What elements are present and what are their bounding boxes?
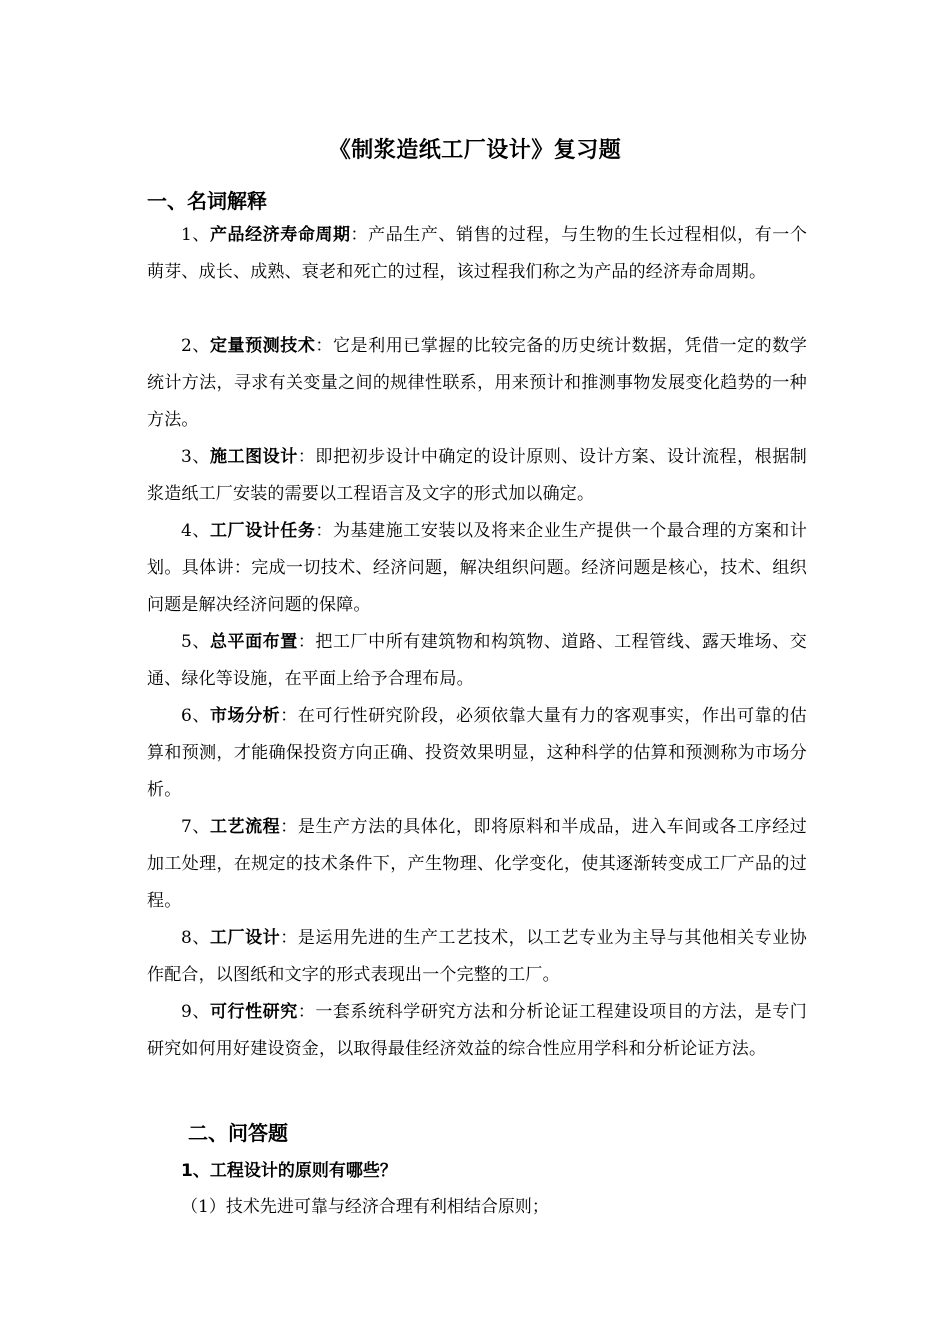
term-separator: ： [297, 632, 316, 652]
term-definition: 在可行性研究阶段，必须依靠大量有力的客观事实，作出可靠的估算和预测，才能确保投资方向正确、投资效果明显，这种科学的估算和预测称为市场分析。 [147, 706, 807, 800]
term-paragraph [147, 328, 807, 439]
term-number: 6、 [181, 706, 210, 726]
term-definition: 一套系统科学研究方法和分析论证工程建设项目的方法，是专门研究如何用好建设资金，以取得最佳经济效益的综合性应用学科和分析论证方法。 [147, 1002, 808, 1059]
term-paragraph [147, 698, 807, 809]
term-name: 施工图设计 [209, 447, 298, 467]
term-name: 可行性研究 [209, 1002, 298, 1022]
term-paragraph [147, 920, 807, 994]
term-definition: 是运用先进的生产工艺技术，以工艺专业为主导与其他相关专业协作配合，以图纸和文字的形式表现出一个完整的工厂。 [147, 928, 807, 985]
term-definition: 是生产方法的具体化，即将原料和半成品，进入车间或各工序经过加工处理，在规定的技术条件下，产生物理、化学变化，使其逐渐转变成工厂产品的过程。 [147, 817, 807, 911]
question-text: 1、工程设计的原则有哪些？ [181, 1161, 397, 1181]
term-name: 总平面布置 [209, 632, 298, 652]
term-definition: 产品生产、销售的过程，与生物的生长过程相似，有一个萌芽、成长、成熟、衰老和死亡的过程，该过程我们称之为产品的经济寿命周期。 [147, 225, 808, 282]
term-number: 9、 [181, 1002, 210, 1022]
term-paragraph [147, 513, 807, 624]
term-paragraph [147, 809, 807, 920]
term-paragraph [147, 439, 807, 513]
section-heading-qa: 二、问答题 [188, 1121, 288, 1145]
term-separator: ： [280, 928, 298, 948]
term-paragraph [147, 624, 807, 698]
term-definition: 它是利用已掌握的比较完备的历史统计数据，凭借一定的数学统计方法，寻求有关变量之间的规律性联系，用来预计和推测事物发展变化趋势的一种方法。 [147, 336, 808, 430]
term-name: 工艺流程 [209, 817, 281, 837]
term-paragraph [147, 994, 807, 1068]
term-separator: ： [315, 521, 333, 541]
term-separator: ： [280, 817, 298, 837]
term-separator: ： [297, 447, 316, 467]
term-definition: 为基建施工安装以及将来企业生产提供一个最合理的方案和计划。具体讲：完成一切技术、经济问题，解决组织问题。经济问题是核心，技术、组织问题是解决经济问题的保障。 [147, 521, 808, 615]
document-title: 《制浆造纸工厂设计》复习题 [328, 138, 622, 163]
term-number: 8、 [181, 928, 210, 948]
term-definition: 把工厂中所有建筑物和构筑物、道路、工程管线、露天堆场、交通、绿化等设施，在平面上给予合理布局。 [147, 632, 808, 689]
term-name: 市场分析 [209, 706, 281, 726]
term-number: 2、 [181, 336, 210, 356]
term-paragraph [147, 217, 807, 291]
term-name: 工厂设计 [209, 928, 281, 948]
term-definition: 即把初步设计中确定的设计原则、设计方案、设计流程，根据制浆造纸工厂安装的需要以工程语言及文字的形式加以确定。 [147, 447, 808, 504]
term-name: 定量预测技术 [209, 336, 316, 356]
term-number: 7、 [181, 817, 210, 837]
section-heading-glossary: 一、名词解释 [147, 189, 267, 213]
term-name: 产品经济寿命周期 [209, 225, 351, 245]
answer-text: （1）技术先进可靠与经济合理有利相结合原则； [181, 1197, 549, 1217]
term-name: 工厂设计任务 [209, 521, 316, 541]
term-separator: ： [350, 225, 369, 245]
term-number: 4、 [181, 521, 210, 541]
term-separator: ： [280, 706, 298, 726]
term-number: 5、 [181, 632, 210, 652]
term-number: 3、 [181, 447, 210, 467]
term-separator: ： [315, 336, 333, 356]
term-separator: ： [297, 1002, 316, 1022]
term-number: 1、 [181, 225, 210, 245]
